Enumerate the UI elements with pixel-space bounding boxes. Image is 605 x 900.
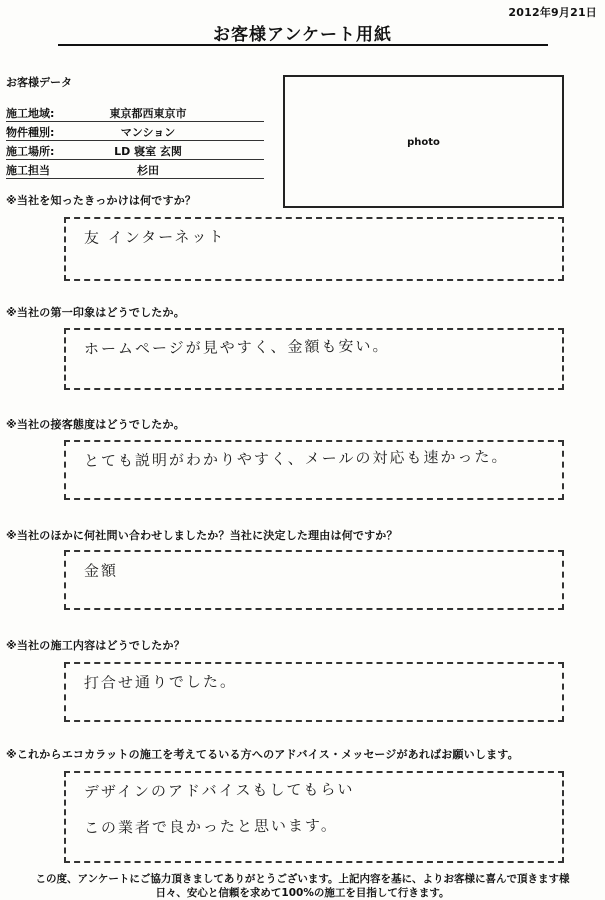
- question-3: ※当社の接客態度はどうでしたか。: [6, 418, 185, 431]
- field-location: [6, 142, 264, 160]
- field-property-type: [6, 123, 264, 141]
- field-property-type-value: マンション: [120, 126, 176, 139]
- question-2: ※当社の第一印象はどうでしたか。: [6, 306, 185, 319]
- answer-box-5: [64, 662, 564, 722]
- field-location-label: 施工場所:: [6, 145, 55, 158]
- photo-frame: [283, 75, 564, 208]
- field-area: [6, 104, 264, 122]
- answer-box-4: [64, 550, 564, 610]
- answer-box-2: [64, 328, 564, 390]
- question-1: ※当社を知ったきっかけは何ですか？: [6, 194, 197, 207]
- field-staff-label: 施工担当: [6, 164, 50, 177]
- field-property-type-label: 物件種別:: [6, 126, 55, 139]
- field-staff-value: 杉田: [137, 164, 159, 177]
- question-6: ※これからエコカラットの施工を考えてるいる方へのアドバイス・メッセージがあればお願いします。: [6, 748, 519, 761]
- footer-line-1: この度、アンケートにご協力頂きましてありがとうございます。上記内容を基に、よりお客様に喜んで頂きます様: [35, 873, 570, 885]
- answer-box-1: [64, 217, 564, 281]
- answer-3: とても説明がわかりやすく、メールの対応も速かった。: [83, 447, 509, 470]
- answer-1: 友 インターネット: [83, 227, 226, 247]
- survey-date: 2012年9月21日: [508, 6, 597, 19]
- footer-message: [0, 872, 605, 900]
- title-rule: [58, 44, 548, 46]
- answer-4: 金額: [83, 561, 119, 580]
- footer-line-2: 日々、安心と信頼を求めて100%の施工を目指して行きます。: [155, 887, 450, 899]
- question-4: ※当社のほかに何社問い合わせしましたか？当社に決定した理由は何ですか？: [6, 529, 398, 542]
- field-area-value: 東京都西東京市: [109, 107, 187, 120]
- answer-box-3: [64, 440, 564, 500]
- answer-box-6: [64, 771, 564, 863]
- answer-6-line-1: デザインのアドバイスもしてもらい: [83, 780, 355, 801]
- answer-5: 打合せ通りでした。: [83, 672, 238, 692]
- answer-6-line-2: この業者で良かったと思います。: [83, 816, 338, 837]
- field-area-label: 施工地域:: [6, 107, 55, 120]
- field-staff: [6, 161, 264, 179]
- answer-2: ホームページが見やすく、金額も安い。: [83, 336, 390, 358]
- customer-data-label: お客様データ: [6, 76, 72, 89]
- field-location-value: LD 寝室 玄関: [114, 145, 182, 158]
- question-5: ※当社の施工内容はどうでしたか？: [6, 639, 185, 652]
- page-title: お客様アンケート用紙: [213, 25, 392, 45]
- photo-label: photo: [407, 137, 440, 148]
